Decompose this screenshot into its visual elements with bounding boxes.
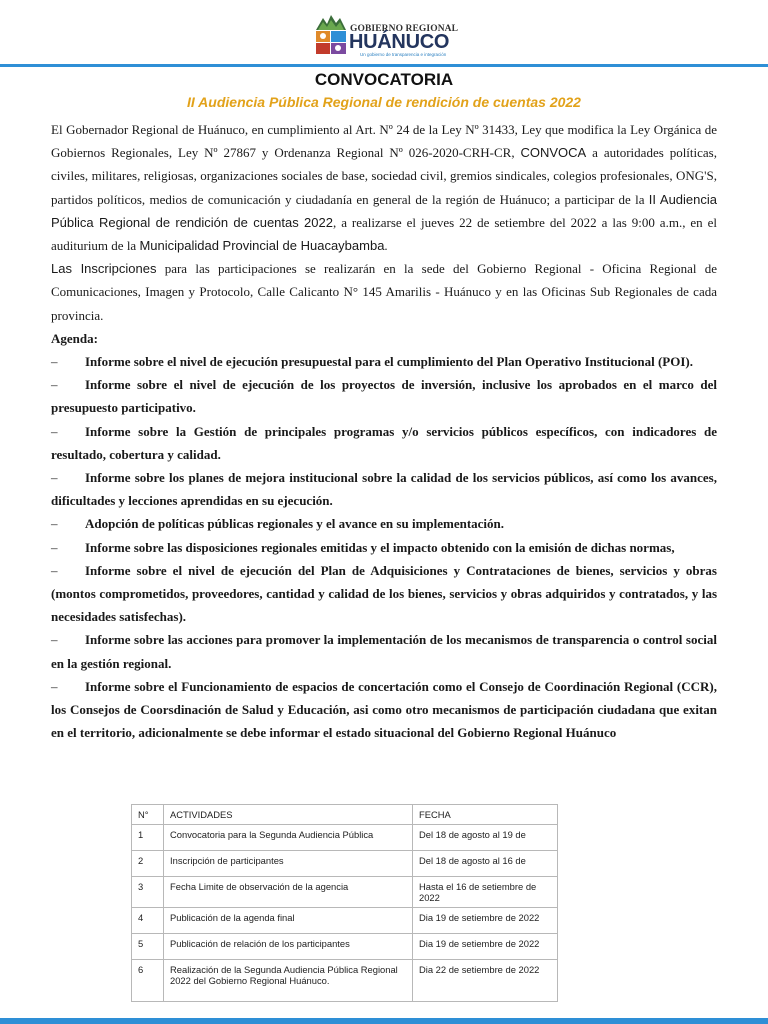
agenda-item-text: Informe sobre el nivel de ejecución del Plan de Adquisiciones y Contrataciones de bienes, servicios y obras (montos comprometidos, proveedores, cantidad y calidad de los bienes, servicios y obras adquiridos y contratados, y las necesidades satisfechas). <box>51 562 717 625</box>
agenda-dash: – <box>51 678 58 694</box>
logo-big-text: HUÁNUCO <box>349 31 450 53</box>
header-number: N° <box>132 805 164 825</box>
document-subtitle: II Audiencia Pública Regional de rendición de cuentas 2022 <box>187 94 581 110</box>
document-header <box>0 0 768 66</box>
agenda-item <box>51 559 717 629</box>
table-row <box>132 960 558 1002</box>
table-row <box>132 877 558 908</box>
agenda-item <box>51 466 717 512</box>
agenda-item <box>51 350 717 373</box>
agenda-item-text: Informe sobre la Gestión de principales programas y/o servicios públicos específicos, con indicadores de resultado, cobertura y calidad. <box>51 423 717 462</box>
cell-activity: Inscripción de participantes <box>164 851 413 877</box>
gobierno-regional-logo <box>314 12 459 58</box>
cell-activity: Publicación de la agenda final <box>164 908 413 934</box>
agenda-item-text: Informe sobre las disposiciones regionales emitidas y el impacto obtenido con la emisión de dichas normas, <box>85 539 675 555</box>
agenda-dash: – <box>51 516 58 532</box>
cell-number: 4 <box>132 908 164 934</box>
agenda-dash: – <box>51 562 58 578</box>
inscripciones-label: Las Inscripciones <box>51 261 157 277</box>
cell-activity: Publicación de relación de los participantes <box>164 934 413 960</box>
regional-emblem-icon <box>314 12 348 58</box>
table-header-row <box>132 805 558 825</box>
agenda-dash: – <box>51 377 58 393</box>
header-date: FECHA <box>413 805 558 825</box>
agenda-item <box>51 536 717 559</box>
cell-date: Dia 19 de setiembre de 2022 <box>413 908 558 934</box>
agenda-item-text: Informe sobre el nivel de ejecución de los proyectos de inversión, inclusive los aprobados en el marco del presupuesto participativo. <box>51 377 717 416</box>
agenda-dash: – <box>51 470 58 486</box>
agenda-item <box>51 420 717 466</box>
cell-date: Del 18 de agosto al 16 de <box>413 851 558 877</box>
header-divider <box>0 64 768 67</box>
agenda-dash: – <box>51 632 58 648</box>
header-activities: ACTIVIDADES <box>164 805 413 825</box>
convoca-word: CONVOCA <box>520 145 587 161</box>
cell-date: Dia 19 de setiembre de 2022 <box>413 934 558 960</box>
cell-activity: Convocatoria para la Segunda Audiencia Pública <box>164 825 413 851</box>
cell-date: Dia 22 de setiembre de 2022 <box>413 960 558 1002</box>
table-row <box>132 934 558 960</box>
logo-tagline: Un gobierno de transparencia e integración <box>360 52 447 57</box>
inscripciones-text: para las participaciones se realizarán en la sede del Gobierno Regional - Oficina Regional de Comunicaciones, Imagen y Protocolo, Calle Calicanto N° 145 Amarilis - Huánuco y en las Oficinas Sub Regionales de cada provincia. <box>51 261 717 323</box>
agenda-dash: – <box>51 423 58 439</box>
intro-paragraph <box>51 118 717 257</box>
document-body <box>51 118 717 744</box>
agenda-item <box>51 675 717 745</box>
activities-table <box>131 804 558 1002</box>
agenda-item-text: Informe sobre el nivel de ejecución presupuestal para el cumplimiento del Plan Operativo Institucional (POI). <box>85 354 693 370</box>
cell-number: 3 <box>132 877 164 908</box>
agenda-dash: – <box>51 539 58 555</box>
cell-activity: Realización de la Segunda Audiencia Pública Regional 2022 del Gobierno Regional Huánuco. <box>164 960 413 1002</box>
cell-activity: Fecha Limite de observación de la agencia <box>164 877 413 908</box>
intro-text-2: a autoridades políticas, civiles, militares, religiosas, organizaciones sociales de base, sociedad civil, gremios sindicales, colegios profesionales, ONG'S, partidos políticos, medios de comunicación y ciudadanía en general de la región de Huánuco; a participar de la <box>51 145 717 207</box>
agenda-item-text: Informe sobre las acciones para promover la implementación de los mecanismos de transparencia o control social en la gestión regional. <box>51 632 717 671</box>
venue-name: Municipalidad Provincial de Huacaybamba <box>139 238 385 254</box>
agenda-item-text: Adopción de políticas públicas regionales y el avance en su implementación. <box>85 516 505 532</box>
cell-number: 1 <box>132 825 164 851</box>
footer-divider <box>0 1018 768 1024</box>
cell-number: 2 <box>132 851 164 877</box>
table-row <box>132 851 558 877</box>
cell-date: Hasta el 16 de setiembre de 2022 <box>413 877 558 908</box>
table-row <box>132 908 558 934</box>
agenda-item <box>51 512 717 535</box>
cell-number: 5 <box>132 934 164 960</box>
agenda-item-text: Informe sobre el Funcionamiento de espacios de concertación como el Consejo de Coordinación Regional (CCR), los Consejos de Coorsdinación de Salud y Educación, asi como otro mecanismos de participación ciudadana que exitan en el territorio, adicionalmente se debe informar el estado situacional del Gobierno Regional Huánuco <box>51 678 717 741</box>
agenda-title: Agenda: <box>51 330 98 346</box>
intro-text-3: , a realizarse el jueves 22 de setiembre del 2022 a las 9:00 a.m., en el auditurium de la <box>51 214 717 254</box>
logo-small-text: GOBIERNO REGIONAL <box>350 24 459 34</box>
agenda-dash: – <box>51 354 58 370</box>
intro-text-4: . <box>384 238 388 254</box>
intro-text-1: El Gobernador Regional de Huánuco, en cumplimiento al Art. Nº 24 de la Ley Nº 31433, Ley que modifica la Ley Orgánica de Gobiernos Regionales, Ley Nº 27867 y Ordenanza Regional Nº 026-2020-CRH-CR, <box>51 122 717 161</box>
agenda-item <box>51 373 717 419</box>
inscripciones-paragraph <box>51 257 717 327</box>
cell-date: Del 18 de agosto al 19 de <box>413 825 558 851</box>
document-title: CONVOCATORIA <box>314 70 454 89</box>
cell-number: 6 <box>132 960 164 1002</box>
agenda-item <box>51 628 717 674</box>
table-row <box>132 825 558 851</box>
event-name: II Audiencia Pública Regional de rendición de cuentas 2022 <box>51 191 718 230</box>
agenda-item-text: Informe sobre los planes de mejora institucional sobre la calidad de los servicios públicos, así como los avances, dificultades y lecciones aprendidas en su ejecución. <box>51 470 717 509</box>
